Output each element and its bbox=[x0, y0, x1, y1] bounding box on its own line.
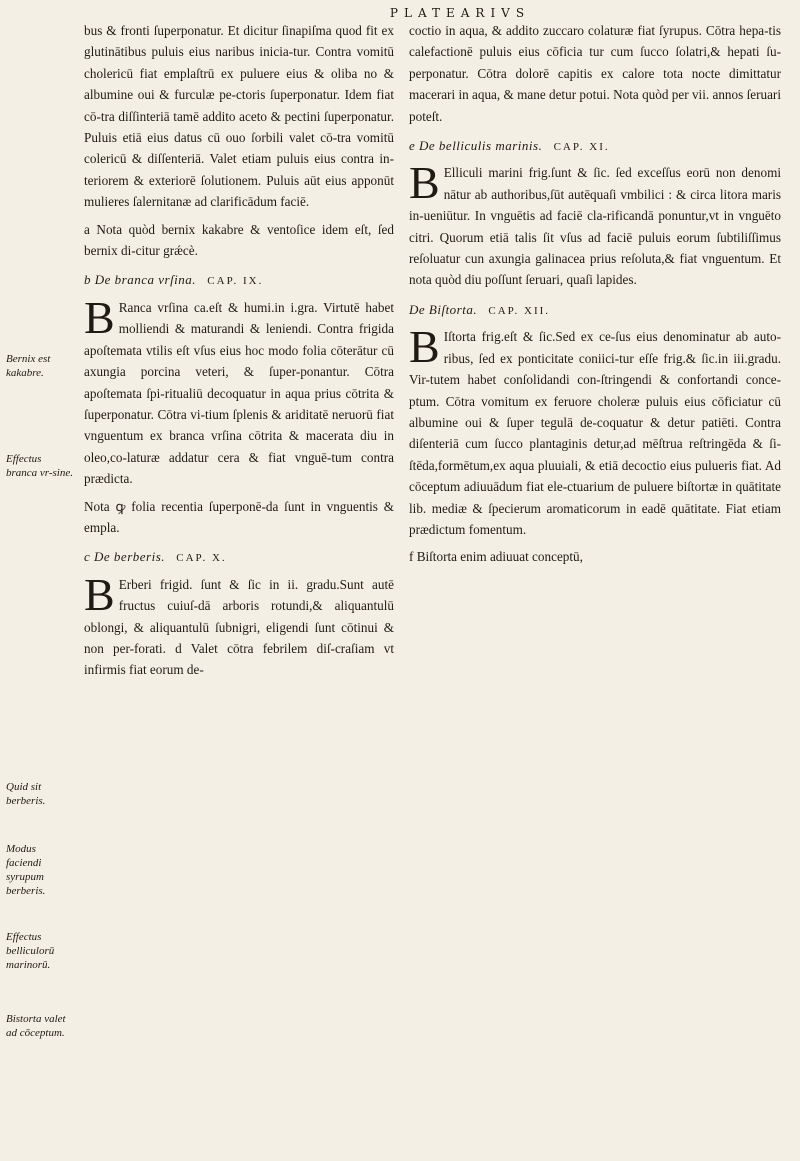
chapter-title: b De branca vrſina. bbox=[84, 272, 197, 288]
paragraph: bus & fronti ſuperponatur. Et dicitur ſinapiſma quod fit ex glutinātibus puluis eius naribus inicia-tur. Contra vomitū cholericū fiat emplaſtrū ex puluere eius & oliba no & albumine oui & furculæ pe-ctoris ſuperponatur. Idem fiat cō-tra diſſinteriā tamē addito aceto & pectini ſuperponatur. Puluis etiā eius datus cū ouo ſorbili valet cō-tra vomitū colericū & diſſenteriā. Valet etiam puluis eius contra in-teriorem & exteriorē ſolutionem. Puluis aūt eius apponūt mulieres ſalernitanæ ad clarificādum faciē. bbox=[84, 23, 394, 210]
chapter-number: CAP. X. bbox=[176, 552, 227, 565]
margin-note-text: Modus faciendi syrupum berberis. bbox=[6, 843, 46, 897]
margin-note-d bbox=[6, 842, 74, 898]
chapter-number: CAP. IX. bbox=[207, 275, 264, 288]
margin-note-text: Effectus branca vr-sine. bbox=[6, 453, 73, 479]
left-column bbox=[84, 20, 394, 687]
chapter-number: CAP. XI. bbox=[553, 141, 610, 154]
paragraph: coctio in aqua, & addito zuccaro colaturæ fiat ſyrupus. Cōtra hepa-tis calefactionē puluis eius cōficia tur cum ſucco ſolatri,& hepati ſu-perponatur. Cōtra dolorē capitis ex calore tota nocte dimittatur macerari in aqua, & mane detur potui. Nota quòd per vii. annos ſeruari poteſt. bbox=[409, 23, 781, 124]
margin-note-b bbox=[6, 452, 74, 480]
margin-note-text: Bistorta valet ad cōceptum. bbox=[6, 1013, 66, 1039]
margin-note-a bbox=[6, 352, 74, 380]
paragraph bbox=[409, 157, 781, 290]
paragraph bbox=[409, 321, 781, 540]
drop-cap: B bbox=[84, 568, 115, 620]
paragraph: a Nota quòd bernix kakabre & ventoſice idem eſt, ſed bernix di-citur grǽcè. bbox=[84, 221, 394, 259]
chapter-heading bbox=[409, 135, 781, 158]
drop-cap: B bbox=[409, 321, 440, 373]
paragraph bbox=[84, 568, 394, 681]
paragraph bbox=[84, 291, 394, 490]
chapter-title: c De berberis. bbox=[84, 549, 166, 565]
margin-note-f bbox=[6, 1012, 74, 1040]
paragraph-text: Elliculi marini frig.ſunt & ſic. ſed exceſſus eorū non denomi nātur ab authoribus,ſūt autēquaſi vmbilici : & circa litora maris in-ueniūtur. In vnguētis ad faciē cla-rificandā ponuntur,vt in vnguēto citri. Quorum etiā talis ſit vſus ad faciē puluis eorum ſubtiliſſimus reſoluatur cun axungia galinacea prius reſoluta,& fiat vnguentum. Et nota quòd diu poſſunt ſeruari, quaſi lapides. bbox=[409, 165, 781, 288]
paragraph-text: Iſtorta frig.eſt & ſic.Sed ex ce-ſus eius denominatur ab auto-ribus, ſed ex ponticitate coniici-tur eſſe frig.& ſic.in iii.gradu. Vir-tutem habet conſolidandi con-ſtringendi & confortandi conce-ptum. Cōtra vomitum ex feruore choleræ puluis eius cōficiatur cū albumine oui & ſuper tegulā de-coquatur & detur patiēti. Contra diſenteriā cum ſucco plantaginis detur,ad mēſtrua reſtringēda & ſi-ſtēda,formētum,ex aqua pluuiali, & etiā decoctio eius pulueris fiat. Ad cōceptum adiuuādum fiat ele-ctuarium de puluere biſtortæ in quātitate lib. mediæ & ſpecierum aromaticorum in eadē quātitate. Fiat etiam prædictum fomentum. bbox=[409, 329, 781, 537]
margin-note-text: Effectus belliculorū marinorū. bbox=[6, 931, 55, 971]
chapter-heading bbox=[409, 299, 781, 322]
margin-note-c bbox=[6, 780, 74, 808]
paragraph-text: Erberi frigid. ſunt & ſic in ii. gradu.Sunt autē fructus cuiuſ-dā arboris rotundi,& aliquantulū oblongi, & aliquantulū ſubnigri, eligendi ſunt cōtinui & non per-forati. d Valet cōtra febrilem diſ-craſiam vt infirmis fiat eorum de- bbox=[84, 576, 394, 678]
margin-note-text: Quid sit berberis. bbox=[6, 781, 46, 807]
chapter-number: CAP. XII. bbox=[488, 304, 551, 317]
chapter-title: e De belliculis marinis. bbox=[409, 138, 543, 154]
paragraph: Nota ꝙ folia recentia ſuperponē-da ſunt in vnguentis & empla. bbox=[84, 498, 394, 535]
margin-note-text: Bernix est kakabre. bbox=[6, 353, 51, 379]
chapter-title: De Biſtorta. bbox=[409, 301, 478, 317]
paragraph: f Biſtorta enim adiuuat conceptū, bbox=[409, 549, 583, 565]
running-title: PLATEARIVS bbox=[389, 6, 531, 20]
margin-note-e bbox=[6, 930, 74, 972]
chapter-heading bbox=[84, 269, 394, 292]
drop-cap: B bbox=[84, 291, 115, 343]
paragraph-text: Ranca vrſina ca.eſt & humi.in i.gra. Virtutē habet molliendi & maturandi & leniendi. Contra frigida apoſtemata vtilis eſt vſus eius hoc modo folia cōterātur cū axungia porcina veteri, & ſuper-ponantur. Cōtra apoſtemata ſpi-ritualiū decoquatur in aqua prius cōtrita & ſuperponatur. Cōtra vi-tium ſplenis & ariditatē neruorū fiat vnguentum ex branca vrſina cōtrita & macerata diu in oleo,co-laturæ addatur cera & fiat vnguē-tum contra prædicta. bbox=[84, 299, 394, 487]
drop-cap: B bbox=[409, 157, 440, 209]
chapter-heading bbox=[84, 546, 394, 569]
right-column bbox=[409, 20, 781, 574]
